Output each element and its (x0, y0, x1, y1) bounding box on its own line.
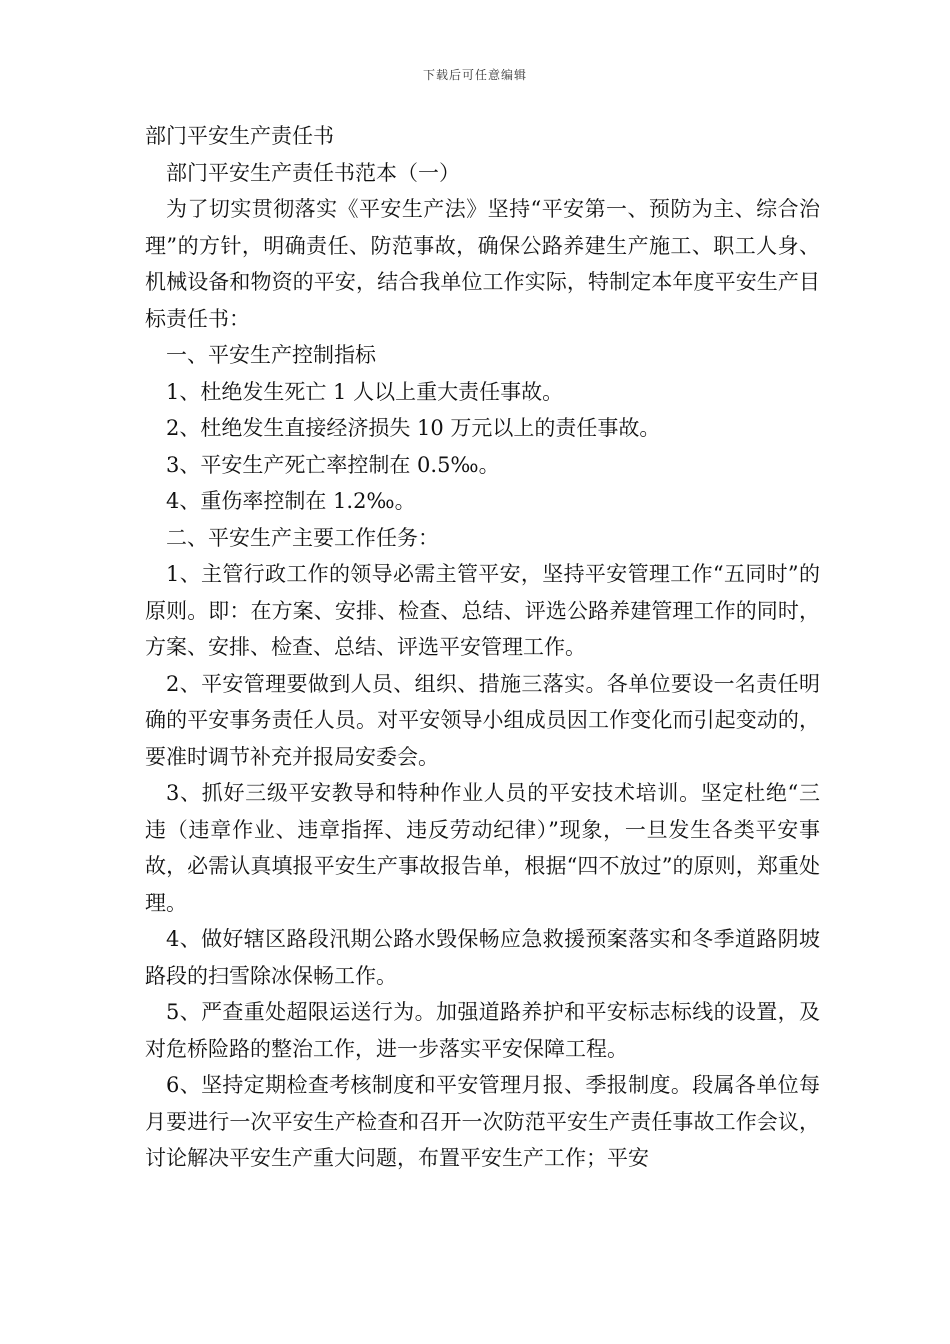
document-body (145, 118, 820, 1177)
task-paragraph: 2、平安管理要做到人员、组织、措施三落实。各单位要设一名责任明确的平安事务责任人员。对平安领导小组成员因工作变化而引起变动的，要准时调节补充并报局安委会。 (145, 671, 820, 769)
header-note: 下载后可任意编辑 (422, 68, 527, 82)
task-paragraph: 3、抓好三级平安教导和特种作业人员的平安技术培训。坚定杜绝“三违（违章作业、违章指挥、违反劳动纪律）”现象，一旦发生各类平安事故，必需认真填报平安生产事故报告单，根据“四不放过”的原则，郑重处理。 (145, 781, 820, 915)
indicator-item: 2、杜绝发生直接经济损失 10 万元以上的责任事故。 (166, 416, 661, 440)
indicator-item: 1、杜绝发生死亡 1 人以上重大责任事故。 (166, 379, 564, 404)
indicator-item: 4、重伤率控制在 1.2‰。 (166, 489, 416, 513)
section-heading-control-indicators: 一、平安生产控制指标 (166, 343, 376, 367)
section-heading-main-tasks: 二、平安生产主要工作任务： (166, 525, 439, 550)
intro-paragraph: 为了切实贯彻落实《平安生产法》坚持“平安第一、预防为主、综合治理”的方针，明确责任、防范事故，确保公路养建生产施工、职工人身、机械设备和物资的平安，结合我单位工作实际，特制定本年度平安生产目标责任书： (145, 197, 820, 331)
task-paragraph: 5、严查重处超限运送行为。加强道路养护和平安标志标线的设置，及对危桥险路的整治工作，进一步落实平安保障工程。 (145, 1000, 820, 1061)
document-title: 部门平安生产责任书 (145, 124, 334, 148)
task-paragraph: 4、做好辖区路段汛期公路水毁保畅应急救援预案落实和冬季道路阴坡路段的扫雪除冰保畅工作。 (145, 927, 820, 988)
task-paragraph: 6、坚持定期检查考核制度和平安管理月报、季报制度。段属各单位每月要进行一次平安生产检查和召开一次防范平安生产责任事故工作会议，讨论解决平安生产重大问题，布置平安生产工作；平安 (145, 1073, 820, 1170)
indicator-item: 3、平安生产死亡率控制在 0.5‰。 (166, 452, 500, 477)
task-paragraph: 1、主管行政工作的领导必需主管平安，坚持平安管理工作“五同时”的原则。即：在方案、安排、检查、总结、评选公路养建管理工作的同时，方案、安排、检查、总结、评选平安管理工作。 (145, 562, 820, 659)
document-subtitle: 部门平安生产责任书范本（一） (166, 160, 460, 185)
